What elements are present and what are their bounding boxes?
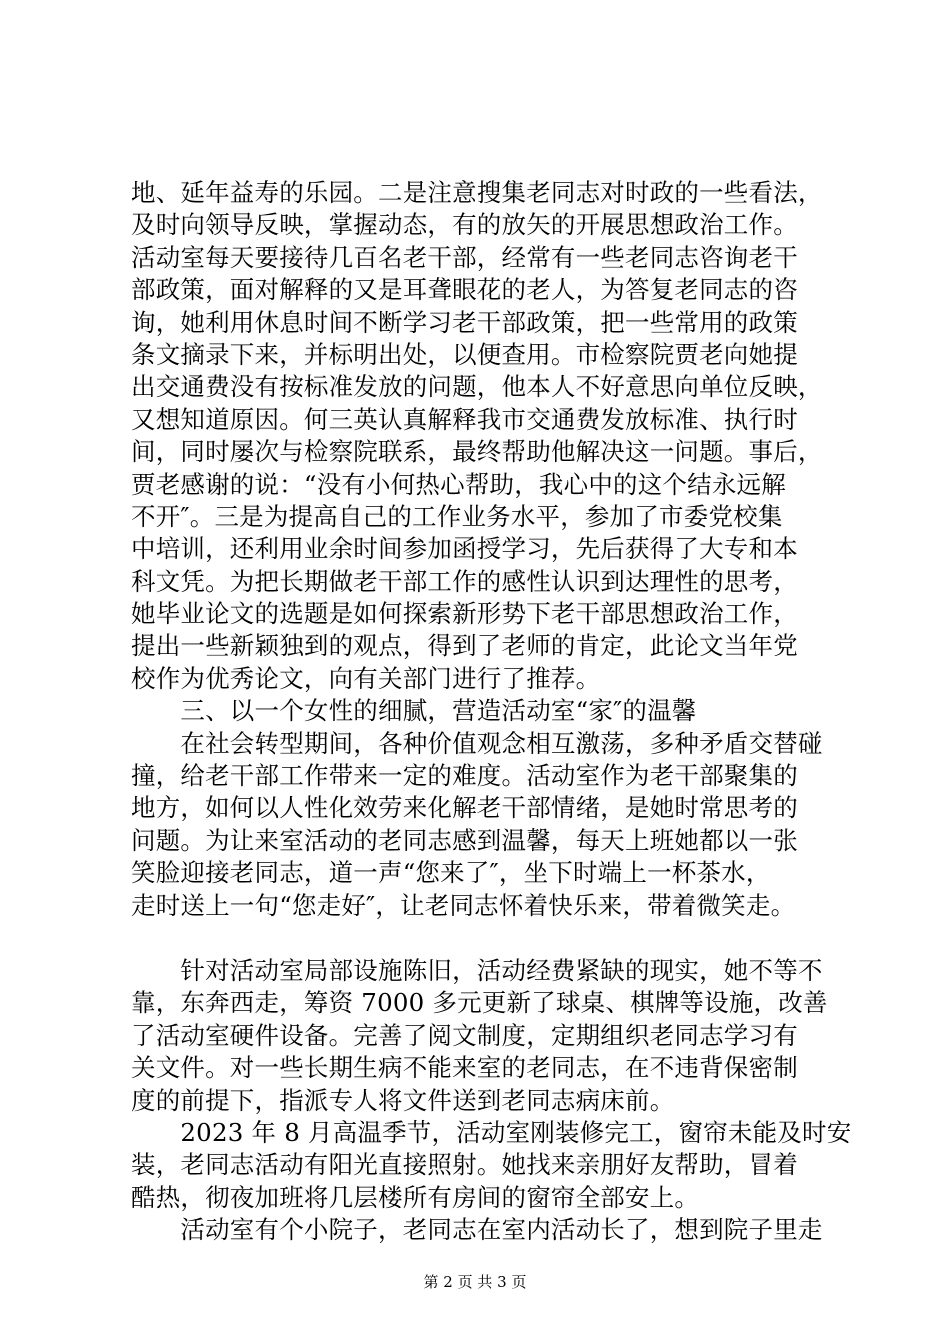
text-line: 条文摘录下来，并标明出处，以便查用。市检察院贾老向她提 (131, 339, 798, 369)
text-line: 度的前提下，指派专人将文件送到老同志病床前。 (131, 1085, 675, 1115)
text-line: 针对活动室局部设施陈旧，活动经费紧缺的现实，她不等不 (131, 955, 823, 985)
text-line: 中培训，还利用业余时间参加函授学习，先后获得了大专和本 (131, 534, 798, 564)
text-line: 她毕业论文的选题是如何探索新形势下老干部思想政治工作， (131, 599, 798, 629)
text-line: 走时送上一句“您走好″，让老同志怀着快乐来，带着微笑走。 (131, 890, 796, 920)
text-line: 地方，如何以人性化效劳来化解老干部情绪，是她时常思考的 (131, 793, 798, 823)
text-line: 贾老感谢的说：“没有小何热心帮助，我心中的这个结永远解 (131, 469, 786, 499)
text-line: 酷热，彻夜加班将几层楼所有房间的窗帘全部安上。 (131, 1182, 700, 1212)
text-line: 科文凭。为把长期做老干部工作的感性认识到达理性的思考， (131, 566, 798, 596)
paragraph-courtyard (131, 1214, 851, 1246)
page-footer (0, 1272, 950, 1292)
text-line: 询，她利用休息时间不断学习老干部政策，把一些常用的政策 (131, 307, 798, 337)
text-line: 校作为优秀论文，向有关部门进行了推荐。 (131, 663, 601, 693)
text-line: 撞，给老干部工作带来一定的难度。活动室作为老干部聚集的 (131, 761, 798, 791)
text-line: 地、延年益寿的乐园。二是注意搜集老同志对时政的一些看法， (131, 178, 823, 207)
text-line: 不开″。三是为提高自己的工作业务水平，参加了市委党校集 (131, 501, 783, 531)
text-line: 笑脸迎接老同志，道一声“您来了″，坐下时端上一杯茶水， (131, 858, 771, 888)
paragraph-facilities (131, 955, 851, 1117)
text-line: 活动室有个小院子，老同志在室内活动长了，想到院子里走 (131, 1215, 823, 1245)
text-line: 关文件。对一些长期生病不能来室的老同志，在不违背保密制 (131, 1053, 798, 1083)
text-line: 提出一些新颖独到的观点，得到了老师的肯定，此论文当年党 (131, 631, 798, 661)
paragraph-curtains (131, 1117, 851, 1214)
text-line: 问题。为让来室活动的老同志感到温馨，每天上班她都以一张 (131, 825, 798, 855)
heading-line: 三、以一个女性的细腻，营造活动室“家″的温馨 (131, 696, 697, 726)
text-line: 部政策，面对解释的又是耳聋眼花的老人，为答复老同志的咨 (131, 275, 798, 305)
document-body (131, 177, 851, 1247)
text-line: 了活动室硬件设备。完善了阅文制度，定期组织老同志学习有 (131, 1020, 798, 1050)
text-line: 活动室每天要接待几百名老干部，经常有一些老同志咨询老干 (131, 242, 798, 272)
text-line: 间，同时屡次与检察院联系，最终帮助他解决这一问题。事后， (131, 437, 823, 467)
text-line: 又想知道原因。何三英认真解释我市交通费发放标准、执行时 (131, 404, 798, 434)
paragraph-work-duties (131, 177, 851, 695)
text-line: 装，老同志活动有阳光直接照射。她找来亲朋好友帮助，冒着 (131, 1150, 798, 1180)
text-line: 2023 年 8 月高温季节，活动室刚装修完工，窗帘未能及时安 (131, 1117, 852, 1147)
text-line: 及时向领导反映，掌握动态，有的放矢的开展思想政治工作。 (131, 210, 798, 240)
paragraph-warm-service (131, 728, 851, 922)
paragraph-spacer (131, 922, 851, 955)
text-line: 靠，东奔西走，筹资 7000 多元更新了球桌、棋牌等设施，改善 (131, 988, 828, 1018)
text-line: 出交通费没有按标准发放的问题，他本人不好意思向单位反映， (131, 372, 823, 402)
section-heading-3 (131, 695, 851, 727)
text-line: 在社会转型期间，各种价值观念相互激荡，多种矛盾交替碰 (131, 728, 823, 758)
page-number-label: 第 2 页 共 3 页 (423, 1273, 527, 1291)
